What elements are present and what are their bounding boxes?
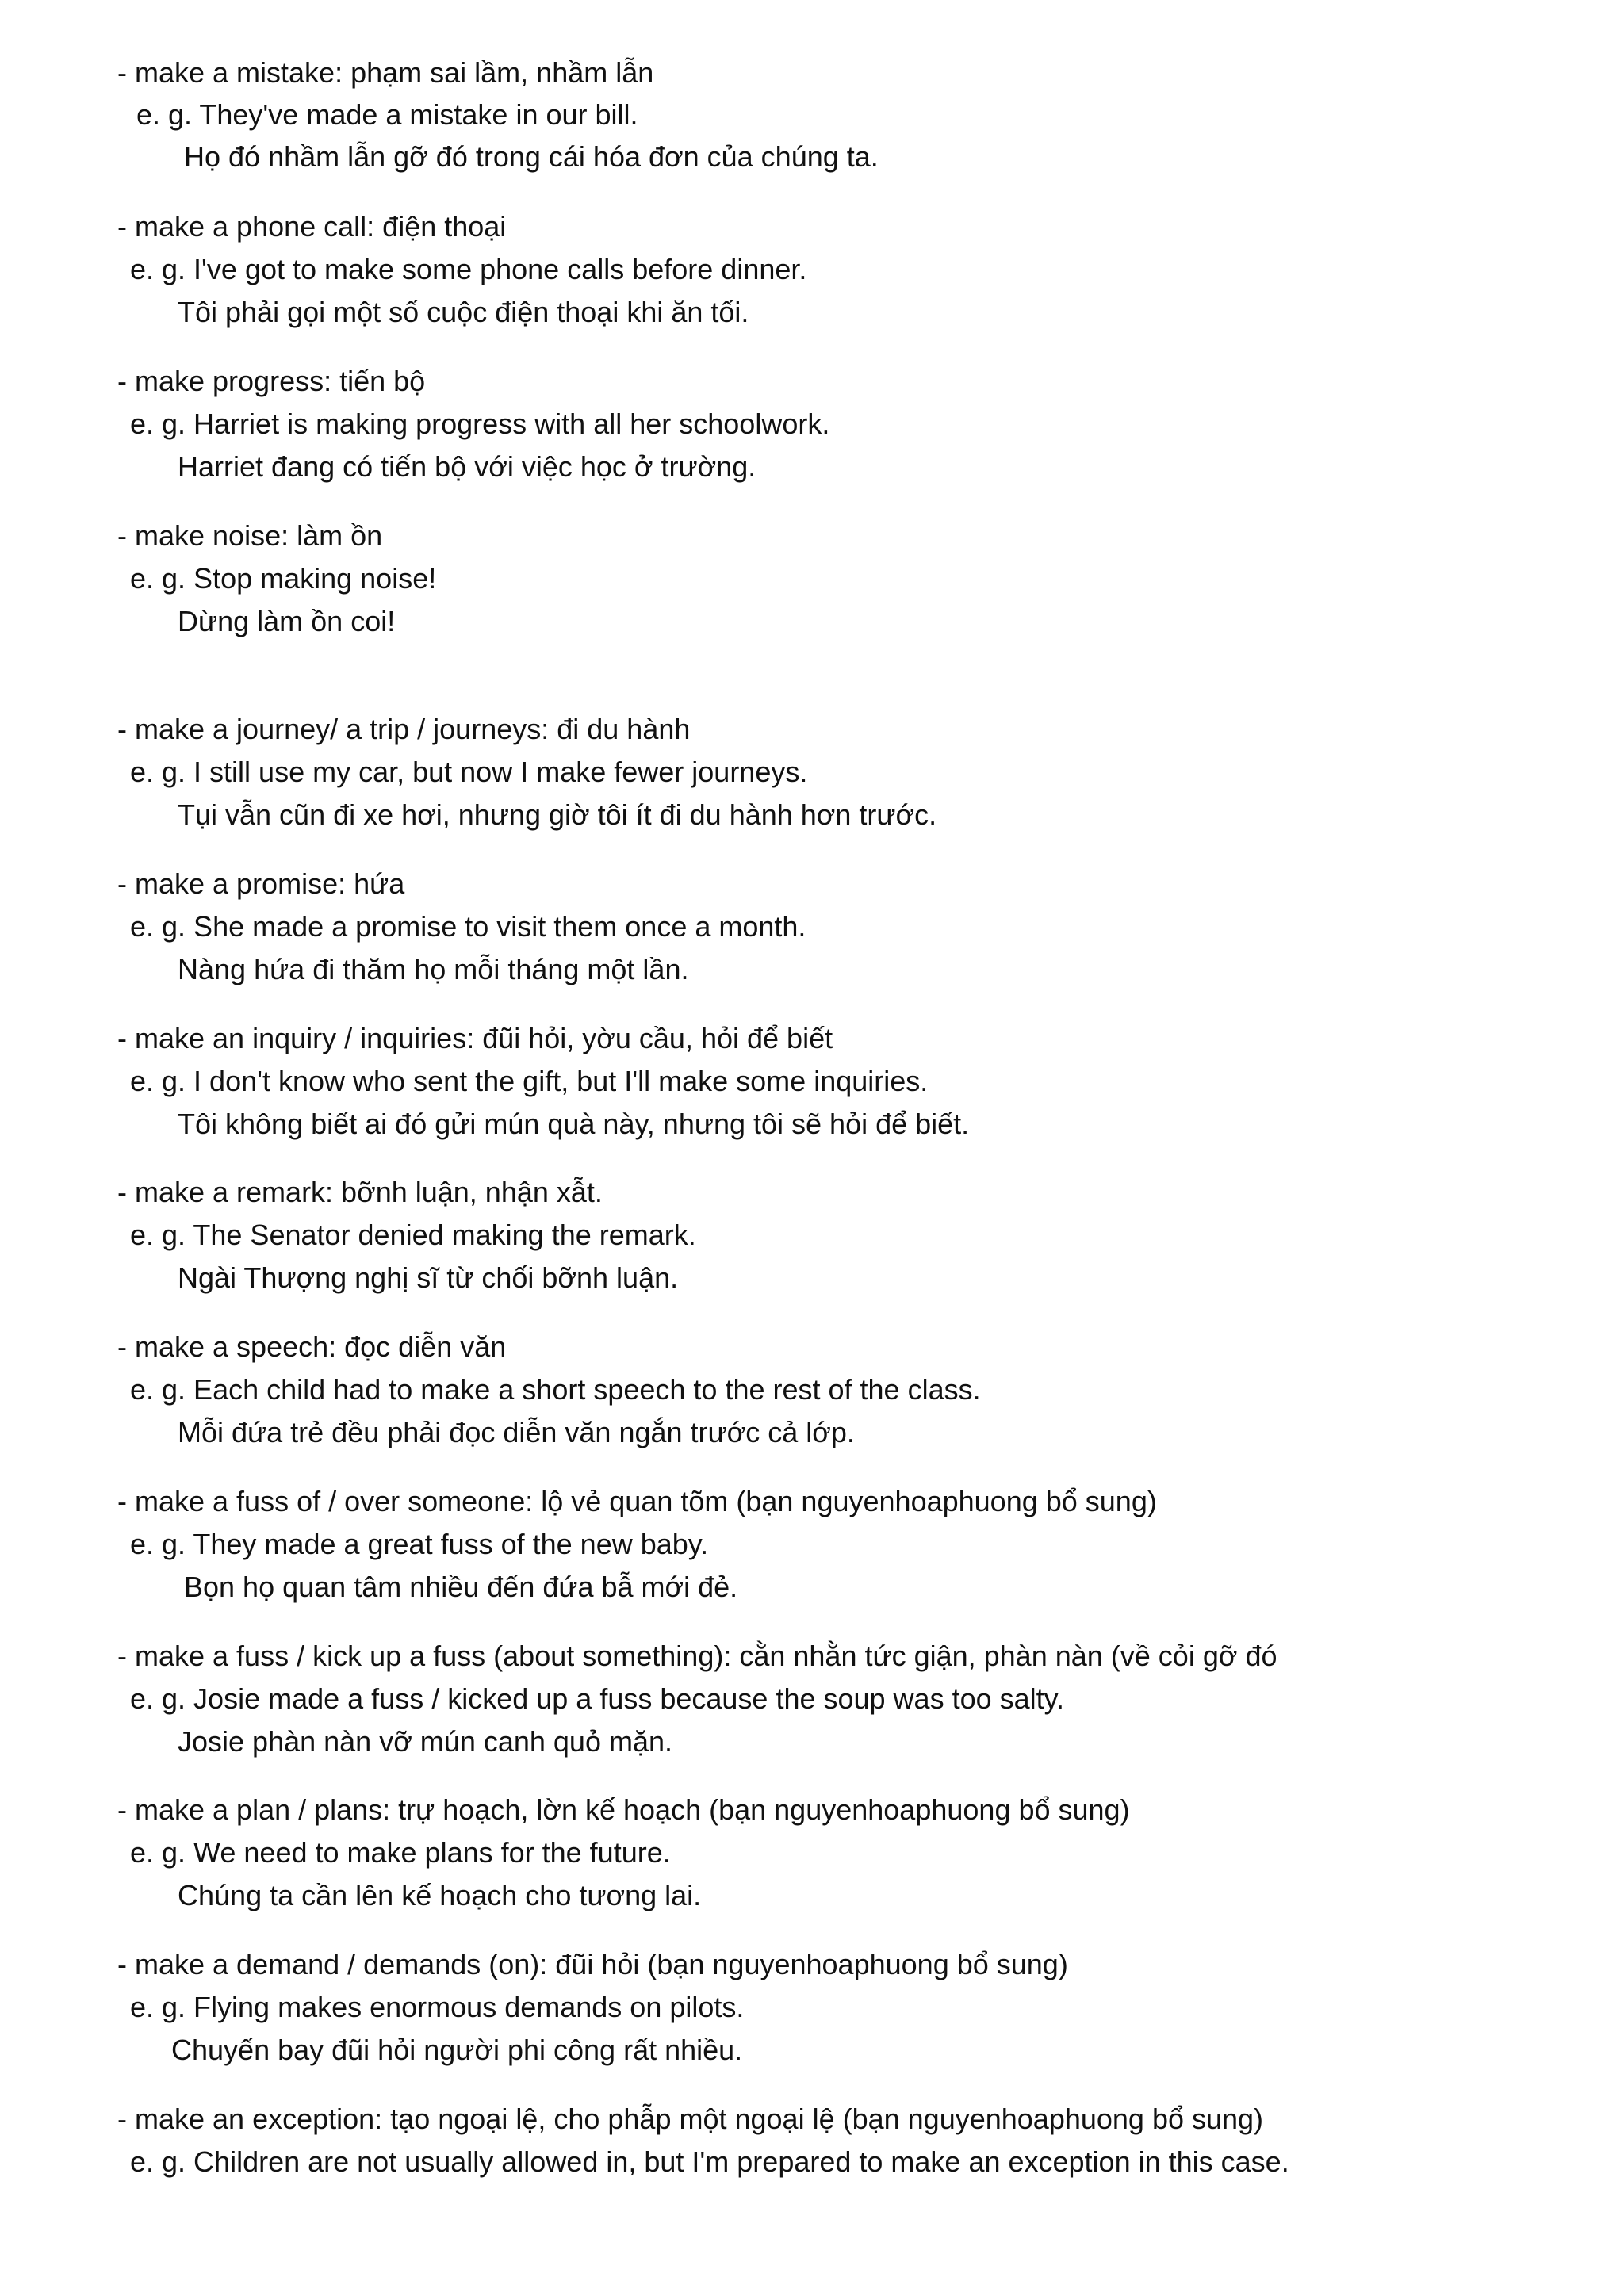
entry-example: e. g. They made a great fuss of the new baby. [130,1528,709,1560]
entry-example: e. g. The Senator denied making the remark. [130,1219,696,1251]
entry-translation: Chuyến bay đũi hỏi người phi công rất nhiều. [171,2034,743,2066]
entry-phrase: - make noise: làm ồn [117,519,383,552]
entry-example: e. g. She made a promise to visit them once a month. [130,910,806,943]
entry-phrase: - make a fuss / kick up a fuss (about something): cằn nhằn tức giận, phàn nàn (về cỏi gỡ đó [117,1640,1277,1672]
entry-translation: Josie phàn nàn vỡ mún canh quỏ mặn. [178,1725,673,1758]
entry-phrase: - make a promise: hứa [117,867,405,900]
entry-example: e. g. Harriet is making progress with all her schoolwork. [130,408,830,440]
entry-phrase: - make a remark: bỡnh luận, nhận xẫt. [117,1176,603,1208]
entry-example: e. g. Flying makes enormous demands on pilots. [130,1991,745,2023]
entry-phrase: - make an exception: tạo ngoại lệ, cho phẫp một ngoại lệ (bạn nguyenhoaphuong bổ sung) [117,2103,1264,2135]
entry-translation: Chúng ta cần lên kế hoạch cho tương lai. [178,1879,702,1911]
entry-phrase: - make a demand / demands (on): đũi hỏi (bạn nguyenhoaphuong bổ sung) [117,1948,1068,1980]
entry-example: e. g. Josie made a fuss / kicked up a fuss because the soup was too salty. [130,1682,1064,1715]
entry-translation: Họ đó nhầm lẫn gỡ đó trong cái hóa đơn của chúng ta. [184,140,879,173]
entry-phrase: - make a plan / plans: trự hoạch, lờn kế hoạch (bạn nguyenhoaphuong bổ sung) [117,1793,1130,1826]
entry-phrase: - make a journey/ a trip / journeys: đi du hành [117,713,691,745]
entry-translation: Harriet đang có tiến bộ với việc học ở trường. [178,450,756,483]
entry-phrase: - make progress: tiến bộ [117,365,426,397]
entry-translation: Mỗi đứa trẻ đều phải đọc diễn văn ngắn trước cả lớp. [178,1416,855,1448]
entry-phrase: - make a speech: đọc diễn văn [117,1330,507,1363]
entry-example: e. g. Children are not usually allowed in, but I'm prepared to make an exception in this case. [130,2145,1289,2178]
entry-example: e. g. I don't know who sent the gift, but I'll make some inquiries. [130,1065,929,1097]
entry-translation: Bọn họ quan tâm nhiều đến đứa bẫ mới đẻ. [184,1571,738,1603]
entry-example: e. g. I've got to make some phone calls before dinner. [130,253,807,285]
entry-example: e. g. Stop making noise! [130,562,437,595]
entry-phrase: - make a fuss of / over someone: lộ vẻ quan tõm (bạn nguyenhoaphuong bổ sung) [117,1485,1157,1517]
entry-phrase: - make a phone call: điện thoại [117,210,507,243]
entry-phrase: - make a mistake: phạm sai lầm, nhầm lẫn [117,56,654,89]
entry-translation: Tôi phải gọi một số cuộc điện thoại khi ăn tối. [178,296,749,328]
entry-translation: Dừng làm ồn coi! [178,605,396,637]
entry-translation: Tôi không biết ai đó gửi mún quà này, nhưng tôi sẽ hỏi để biết. [178,1108,970,1140]
entry-example: e. g. We need to make plans for the future. [130,1836,671,1869]
entry-example: e. g. They've made a mistake in our bill. [136,98,638,131]
entry-translation: Nàng hứa đi thăm họ mỗi tháng một lần. [178,953,689,985]
entry-translation: Tụi vẫn cũn đi xe hơi, nhưng giờ tôi ít đi du hành hơn trước. [178,798,937,831]
entry-translation: Ngài Thượng nghị sĩ từ chối bỡnh luận. [178,1261,679,1294]
entry-example: e. g. I still use my car, but now I make fewer journeys. [130,756,808,788]
entry-phrase: - make an inquiry / inquiries: đũi hỏi, yờu cầu, hỏi để biết [117,1022,833,1054]
entry-example: e. g. Each child had to make a short speech to the rest of the class. [130,1373,981,1406]
